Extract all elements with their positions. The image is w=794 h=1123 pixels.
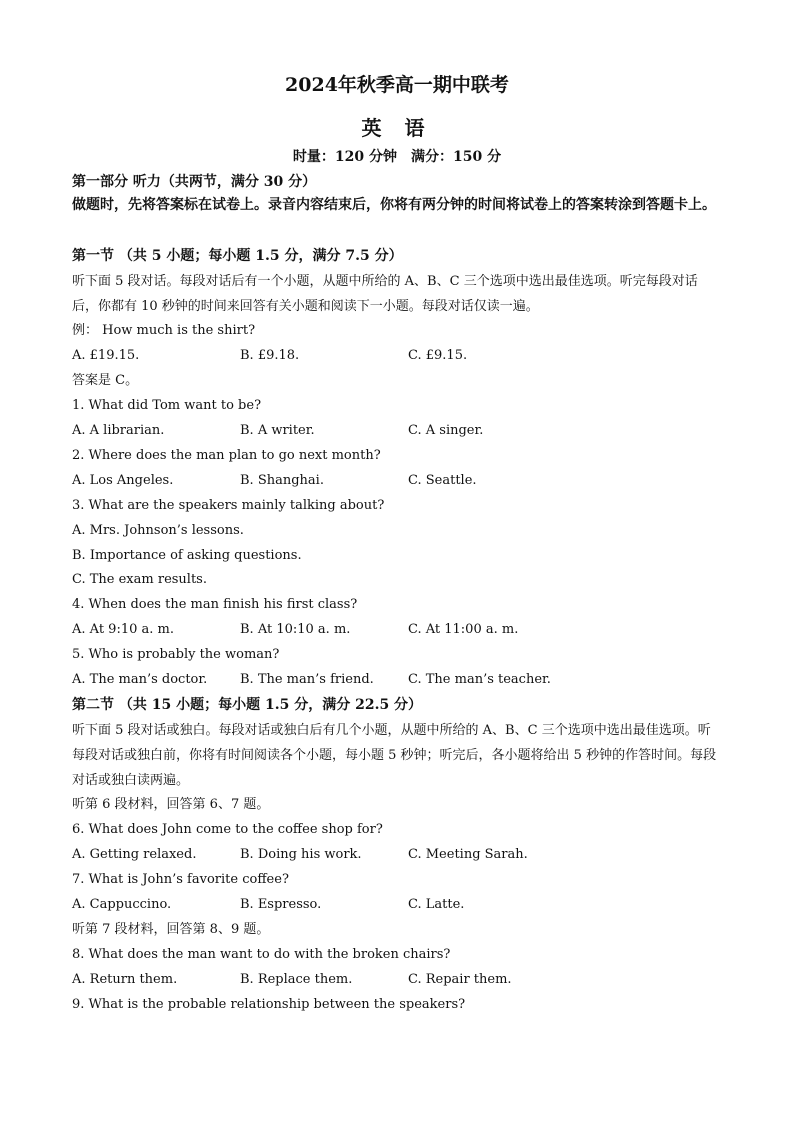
question-8: 8. What does the man want to do with the broken chairs? xyxy=(72,947,451,962)
q2-option-a: A. Los Angeles. xyxy=(72,473,174,488)
example-answer: 答案是 C。 xyxy=(72,373,139,388)
subject-title: 英 语 xyxy=(361,116,433,140)
q6-option-a: A. Getting relaxed. xyxy=(72,847,197,862)
q2-option-c: C. Seattle. xyxy=(408,473,477,488)
material-7: 听第 7 段材料，回答第 8、9 题。 xyxy=(72,922,270,937)
q7-option-c: C. Latte. xyxy=(408,897,465,912)
section1-heading: 第一节 （共 5 小题；每小题 1.5 分，满分 7.5 分） xyxy=(72,248,403,264)
q3-option-b: B. Importance of asking questions. xyxy=(72,548,302,563)
q7-option-b: B. Espresso. xyxy=(240,897,322,912)
section1-instruction: 听下面 5 段对话。每段对话后有一个小题，从题中所给的 A、B、C 三个选项中选出最佳选项。听完每段对话后，你都有 10 秒钟的时间来回答有关小题和阅读下一小题。每段对话仅读一遍。 xyxy=(72,274,698,314)
part1-instruction: 做题时，先将答案标在试卷上。录音内容结束后，你将有两分钟的时间将试卷上的答案转涂到答题卡上。 xyxy=(72,197,716,213)
q4-option-a: A. At 9:10 a. m. xyxy=(72,622,174,637)
question-5: 5. Who is probably the woman? xyxy=(72,647,280,662)
q5-option-c: C. The man’s teacher. xyxy=(408,672,551,687)
time-score: 时量：120 分钟 满分：150 分 xyxy=(292,149,502,165)
question-4: 4. When does the man finish his first class? xyxy=(72,597,358,612)
example-option-a: A. £19.15. xyxy=(72,348,140,363)
q5-option-b: B. The man’s friend. xyxy=(240,672,374,687)
q8-option-a: A. Return them. xyxy=(72,972,178,987)
q8-option-b: B. Replace them. xyxy=(240,972,353,987)
q5-option-a: A. The man’s doctor. xyxy=(72,672,208,687)
exam-title: 2024年秋季高一期中联考 xyxy=(285,74,509,96)
question-3: 3. What are the speakers mainly talking about? xyxy=(72,498,385,513)
question-9: 9. What is the probable relationship between the speakers? xyxy=(72,997,466,1012)
q7-option-a: A. Cappuccino. xyxy=(72,897,172,912)
q6-option-b: B. Doing his work. xyxy=(240,847,362,862)
part1-heading: 第一部分 听力（共两节，满分 30 分） xyxy=(72,174,317,190)
example-question: 例： How much is the shirt? xyxy=(72,323,256,338)
section2-instruction: 听下面 5 段对话或独白。每段对话或独白后有几个小题，从题中所给的 A、B、C 三个选项中选出最佳选项。听每段对话或独白前，你将有时间阅读各个小题，每小题 5 秒钟；听完后，各小题将给出 5 秒钟的作答时间。每段对话或独白读两遍。 xyxy=(72,723,717,788)
example-option-c: C. £9.15. xyxy=(408,348,468,363)
q1-option-c: C. A singer. xyxy=(408,423,484,438)
question-6: 6. What does John come to the coffee shop for? xyxy=(72,822,383,837)
question-1: 1. What did Tom want to be? xyxy=(72,398,262,413)
q8-option-c: C. Repair them. xyxy=(408,972,512,987)
material-6: 听第 6 段材料，回答第 6、7 题。 xyxy=(72,797,270,812)
q1-option-b: B. A writer. xyxy=(240,423,315,438)
q2-option-b: B. Shanghai. xyxy=(240,473,324,488)
question-7: 7. What is John’s favorite coffee? xyxy=(72,872,289,887)
question-2: 2. Where does the man plan to go next month? xyxy=(72,448,381,463)
section2-heading: 第二节 （共 15 小题；每小题 1.5 分，满分 22.5 分） xyxy=(72,697,423,713)
q1-option-a: A. A librarian. xyxy=(72,423,165,438)
q4-option-c: C. At 11:00 a. m. xyxy=(408,622,519,637)
q3-option-c: C. The exam results. xyxy=(72,572,207,587)
q4-option-b: B. At 10:10 a. m. xyxy=(240,622,351,637)
example-option-b: B. £9.18. xyxy=(240,348,300,363)
q3-option-a: A. Mrs. Johnson’s lessons. xyxy=(72,523,244,538)
q6-option-c: C. Meeting Sarah. xyxy=(408,847,528,862)
